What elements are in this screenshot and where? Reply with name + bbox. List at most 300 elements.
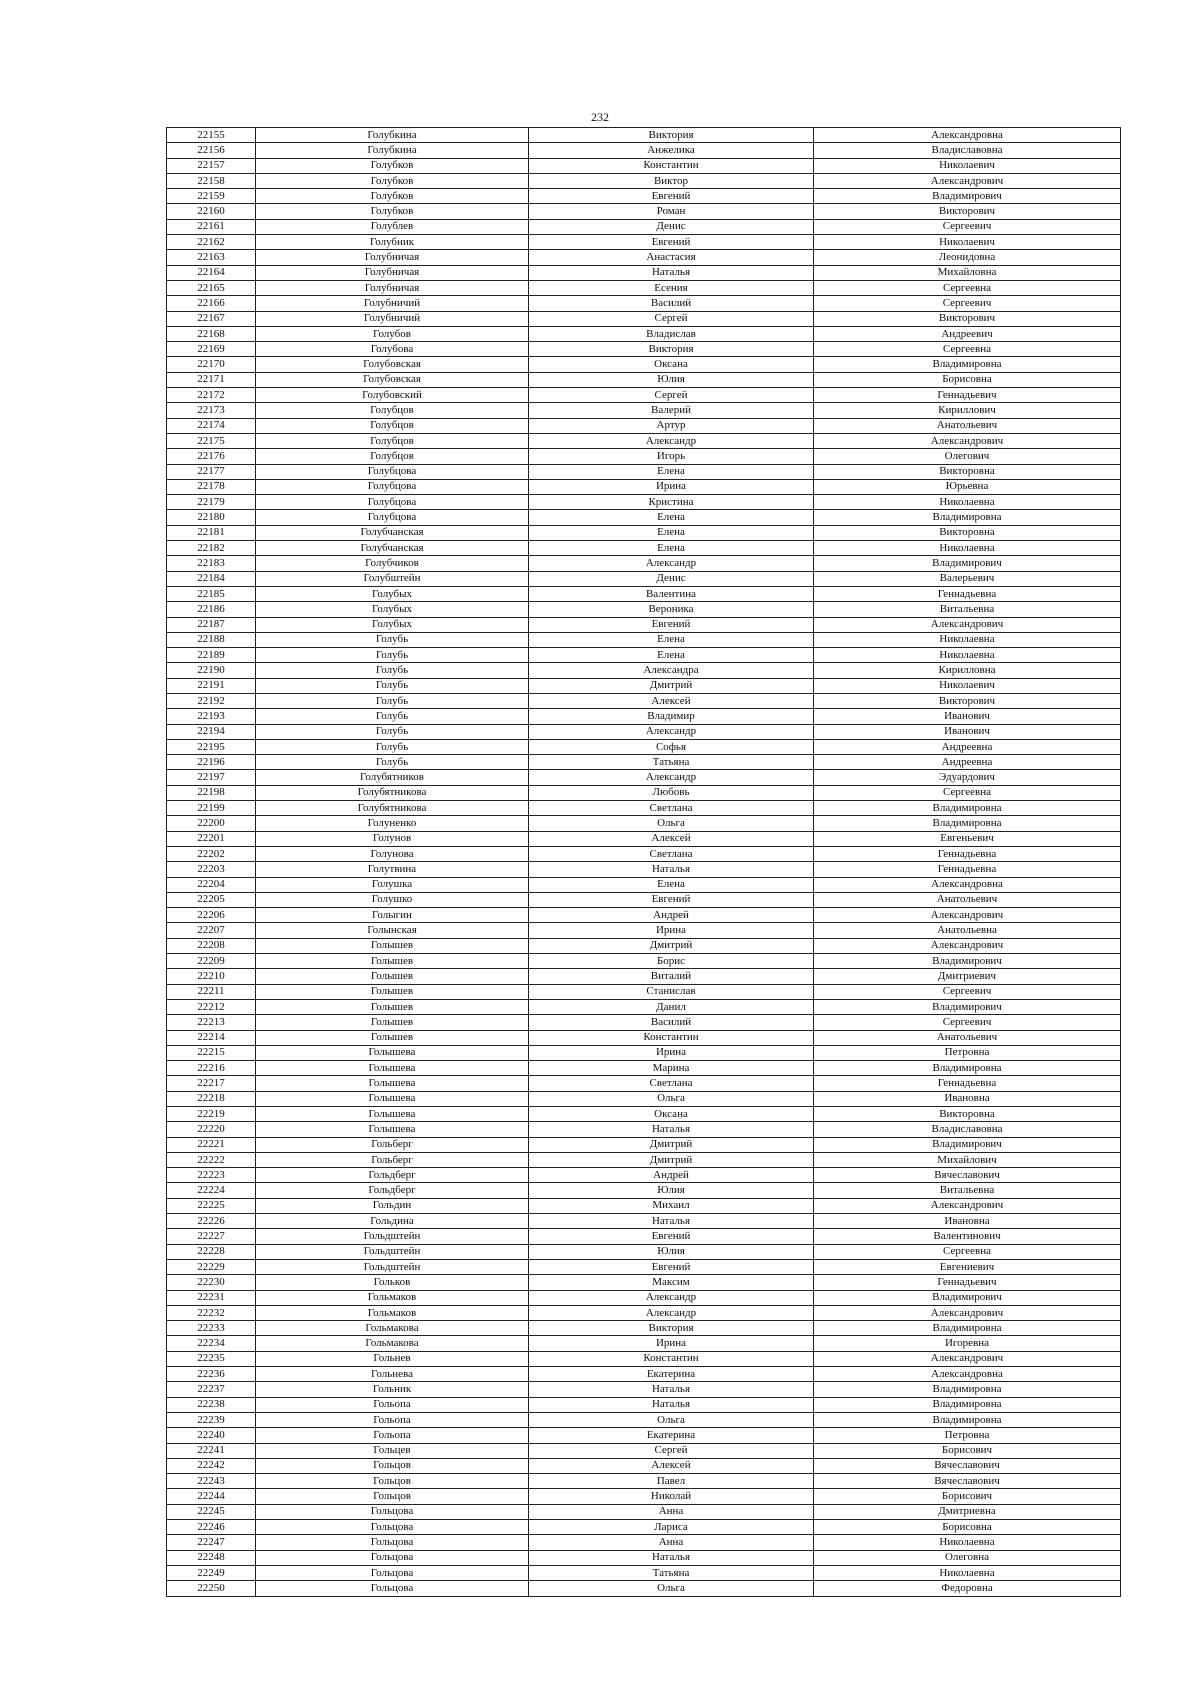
patronymic-cell: Александрович <box>814 173 1121 188</box>
first-name-cell: Наталья <box>529 1550 814 1565</box>
last-name-cell: Гольнева <box>256 1367 529 1382</box>
row-number-cell: 22199 <box>167 801 256 816</box>
patronymic-cell: Леонидовна <box>814 250 1121 265</box>
first-name-cell: Елена <box>529 632 814 647</box>
first-name-cell: Максим <box>529 1275 814 1290</box>
first-name-cell: Дмитрий <box>529 938 814 953</box>
first-name-cell: Оксана <box>529 357 814 372</box>
table-row <box>167 862 1121 877</box>
patronymic-cell: Вячеславович <box>814 1474 1121 1489</box>
patronymic-cell: Олеговна <box>814 1550 1121 1565</box>
table-row <box>167 1581 1121 1596</box>
row-number-cell: 22162 <box>167 235 256 250</box>
last-name-cell: Гольмаков <box>256 1290 529 1305</box>
last-name-cell: Гольцова <box>256 1550 529 1565</box>
last-name-cell: Голубцова <box>256 495 529 510</box>
row-number-cell: 22186 <box>167 602 256 617</box>
table-row <box>167 1122 1121 1137</box>
patronymic-cell: Петровна <box>814 1045 1121 1060</box>
table-row <box>167 204 1121 219</box>
patronymic-cell: Александрович <box>814 908 1121 923</box>
last-name-cell: Голушко <box>256 892 529 907</box>
row-number-cell: 22225 <box>167 1198 256 1213</box>
row-number-cell: 22171 <box>167 372 256 387</box>
table-row <box>167 724 1121 739</box>
last-name-cell: Голышева <box>256 1061 529 1076</box>
patronymic-cell: Николаевич <box>814 678 1121 693</box>
row-number-cell: 22185 <box>167 586 256 601</box>
patronymic-cell: Анатольевич <box>814 1030 1121 1045</box>
row-number-cell: 22165 <box>167 280 256 295</box>
first-name-cell: Анжелика <box>529 143 814 158</box>
patronymic-cell: Сергеевич <box>814 219 1121 234</box>
table-row <box>167 1520 1121 1535</box>
table-row <box>167 1030 1121 1045</box>
last-name-cell: Голубятникова <box>256 801 529 816</box>
row-number-cell: 22239 <box>167 1412 256 1427</box>
row-number-cell: 22226 <box>167 1214 256 1229</box>
row-number-cell: 22169 <box>167 342 256 357</box>
row-number-cell: 22160 <box>167 204 256 219</box>
row-number-cell: 22248 <box>167 1550 256 1565</box>
last-name-cell: Голубь <box>256 632 529 647</box>
row-number-cell: 22243 <box>167 1474 256 1489</box>
row-number-cell: 22168 <box>167 326 256 341</box>
first-name-cell: Василий <box>529 1015 814 1030</box>
table-row <box>167 1214 1121 1229</box>
first-name-cell: Наталья <box>529 265 814 280</box>
table-row <box>167 892 1121 907</box>
patronymic-cell: Евгениевич <box>814 1259 1121 1274</box>
table-row <box>167 586 1121 601</box>
row-number-cell: 22183 <box>167 556 256 571</box>
table-row <box>167 495 1121 510</box>
patronymic-cell: Анатольевич <box>814 892 1121 907</box>
row-number-cell: 22214 <box>167 1030 256 1045</box>
first-name-cell: Ирина <box>529 479 814 494</box>
first-name-cell: Любовь <box>529 785 814 800</box>
row-number-cell: 22206 <box>167 908 256 923</box>
last-name-cell: Голубов <box>256 326 529 341</box>
last-name-cell: Голубятникова <box>256 785 529 800</box>
last-name-cell: Голубцова <box>256 479 529 494</box>
patronymic-cell: Александрович <box>814 1198 1121 1213</box>
first-name-cell: Павел <box>529 1474 814 1489</box>
row-number-cell: 22175 <box>167 433 256 448</box>
table-row <box>167 250 1121 265</box>
row-number-cell: 22217 <box>167 1076 256 1091</box>
table-row <box>167 1244 1121 1259</box>
row-number-cell: 22227 <box>167 1229 256 1244</box>
last-name-cell: Голышева <box>256 1076 529 1091</box>
patronymic-cell: Сергеевна <box>814 1244 1121 1259</box>
table-row <box>167 908 1121 923</box>
table-row <box>167 1458 1121 1473</box>
patronymic-cell: Николаевна <box>814 495 1121 510</box>
patronymic-cell: Кирилловна <box>814 663 1121 678</box>
patronymic-cell: Владиславовна <box>814 1122 1121 1137</box>
last-name-cell: Голунова <box>256 846 529 861</box>
last-name-cell: Голубчанская <box>256 541 529 556</box>
table-row <box>167 1535 1121 1550</box>
row-number-cell: 22247 <box>167 1535 256 1550</box>
last-name-cell: Голышев <box>256 969 529 984</box>
last-name-cell: Гольопа <box>256 1397 529 1412</box>
patronymic-cell: Николаевич <box>814 235 1121 250</box>
patronymic-cell: Сергеевна <box>814 280 1121 295</box>
table-row <box>167 969 1121 984</box>
table-row <box>167 770 1121 785</box>
table-row <box>167 1382 1121 1397</box>
patronymic-cell: Викторович <box>814 311 1121 326</box>
row-number-cell: 22250 <box>167 1581 256 1596</box>
patronymic-cell: Михайлович <box>814 1152 1121 1167</box>
table-row <box>167 648 1121 663</box>
last-name-cell: Голубых <box>256 617 529 632</box>
first-name-cell: Александр <box>529 1305 814 1320</box>
table-row <box>167 831 1121 846</box>
row-number-cell: 22173 <box>167 403 256 418</box>
patronymic-cell: Александровна <box>814 1367 1121 1382</box>
patronymic-cell: Владимировна <box>814 1412 1121 1427</box>
patronymic-cell: Геннадьевна <box>814 1076 1121 1091</box>
row-number-cell: 22156 <box>167 143 256 158</box>
patronymic-cell: Олегович <box>814 449 1121 464</box>
patronymic-cell: Александрович <box>814 1351 1121 1366</box>
last-name-cell: Гольдберг <box>256 1183 529 1198</box>
first-name-cell: Екатерина <box>529 1367 814 1382</box>
registry-body <box>167 128 1121 1597</box>
last-name-cell: Голышев <box>256 984 529 999</box>
patronymic-cell: Борисович <box>814 1443 1121 1458</box>
row-number-cell: 22212 <box>167 999 256 1014</box>
patronymic-cell: Борисовна <box>814 372 1121 387</box>
table-row <box>167 1550 1121 1565</box>
last-name-cell: Гольдштейн <box>256 1229 529 1244</box>
last-name-cell: Голубь <box>256 755 529 770</box>
table-row <box>167 1259 1121 1274</box>
last-name-cell: Голубничая <box>256 265 529 280</box>
table-row <box>167 433 1121 448</box>
row-number-cell: 22159 <box>167 189 256 204</box>
patronymic-cell: Сергеевич <box>814 1015 1121 1030</box>
last-name-cell: Голубничая <box>256 280 529 295</box>
row-number-cell: 22229 <box>167 1259 256 1274</box>
table-row <box>167 632 1121 647</box>
patronymic-cell: Викторович <box>814 693 1121 708</box>
row-number-cell: 22184 <box>167 571 256 586</box>
last-name-cell: Голубь <box>256 724 529 739</box>
table-row <box>167 1107 1121 1122</box>
last-name-cell: Гольмакова <box>256 1321 529 1336</box>
row-number-cell: 22201 <box>167 831 256 846</box>
last-name-cell: Голубовская <box>256 357 529 372</box>
row-number-cell: 22202 <box>167 846 256 861</box>
row-number-cell: 22158 <box>167 173 256 188</box>
table-row <box>167 173 1121 188</box>
last-name-cell: Голубчанская <box>256 525 529 540</box>
row-number-cell: 22223 <box>167 1168 256 1183</box>
table-row <box>167 739 1121 754</box>
patronymic-cell: Витальевна <box>814 602 1121 617</box>
last-name-cell: Голубь <box>256 648 529 663</box>
table-row <box>167 1336 1121 1351</box>
patronymic-cell: Александрович <box>814 617 1121 632</box>
last-name-cell: Голышева <box>256 1091 529 1106</box>
row-number-cell: 22244 <box>167 1489 256 1504</box>
patronymic-cell: Александрович <box>814 1305 1121 1320</box>
table-row <box>167 265 1121 280</box>
last-name-cell: Голубков <box>256 204 529 219</box>
first-name-cell: Наталья <box>529 1214 814 1229</box>
first-name-cell: Борис <box>529 954 814 969</box>
patronymic-cell: Валентинович <box>814 1229 1121 1244</box>
first-name-cell: Владислав <box>529 326 814 341</box>
last-name-cell: Гольдина <box>256 1214 529 1229</box>
first-name-cell: Ольга <box>529 1581 814 1596</box>
first-name-cell: Александр <box>529 770 814 785</box>
first-name-cell: Елена <box>529 525 814 540</box>
patronymic-cell: Сергеевна <box>814 342 1121 357</box>
last-name-cell: Гольопа <box>256 1428 529 1443</box>
row-number-cell: 22187 <box>167 617 256 632</box>
table-row <box>167 709 1121 724</box>
patronymic-cell: Владимировна <box>814 1382 1121 1397</box>
last-name-cell: Голубкина <box>256 143 529 158</box>
last-name-cell: Голубовский <box>256 388 529 403</box>
row-number-cell: 22210 <box>167 969 256 984</box>
patronymic-cell: Анатольевна <box>814 923 1121 938</box>
patronymic-cell: Витальевна <box>814 1183 1121 1198</box>
table-row <box>167 326 1121 341</box>
last-name-cell: Гольцова <box>256 1565 529 1580</box>
first-name-cell: Виталий <box>529 969 814 984</box>
patronymic-cell: Николаевна <box>814 648 1121 663</box>
table-row <box>167 556 1121 571</box>
first-name-cell: Елена <box>529 464 814 479</box>
row-number-cell: 22211 <box>167 984 256 999</box>
row-number-cell: 22242 <box>167 1458 256 1473</box>
last-name-cell: Голубцов <box>256 403 529 418</box>
table-row <box>167 1183 1121 1198</box>
row-number-cell: 22222 <box>167 1152 256 1167</box>
row-number-cell: 22170 <box>167 357 256 372</box>
first-name-cell: Марина <box>529 1061 814 1076</box>
last-name-cell: Голунов <box>256 831 529 846</box>
last-name-cell: Голушка <box>256 877 529 892</box>
first-name-cell: Екатерина <box>529 1428 814 1443</box>
first-name-cell: Евгений <box>529 892 814 907</box>
first-name-cell: Василий <box>529 296 814 311</box>
first-name-cell: Евгений <box>529 617 814 632</box>
patronymic-cell: Андреевич <box>814 326 1121 341</box>
last-name-cell: Голубков <box>256 158 529 173</box>
last-name-cell: Голубничая <box>256 250 529 265</box>
row-number-cell: 22236 <box>167 1367 256 1382</box>
last-name-cell: Голышев <box>256 999 529 1014</box>
table-row <box>167 525 1121 540</box>
table-row <box>167 1198 1121 1213</box>
first-name-cell: Татьяна <box>529 1565 814 1580</box>
patronymic-cell: Федоровна <box>814 1581 1121 1596</box>
patronymic-cell: Владимировна <box>814 357 1121 372</box>
patronymic-cell: Сергеевич <box>814 984 1121 999</box>
last-name-cell: Голышев <box>256 1030 529 1045</box>
table-row <box>167 877 1121 892</box>
patronymic-cell: Валерьевич <box>814 571 1121 586</box>
first-name-cell: Александр <box>529 433 814 448</box>
row-number-cell: 22209 <box>167 954 256 969</box>
last-name-cell: Гольцова <box>256 1581 529 1596</box>
last-name-cell: Гольцов <box>256 1458 529 1473</box>
row-number-cell: 22232 <box>167 1305 256 1320</box>
row-number-cell: 22207 <box>167 923 256 938</box>
first-name-cell: Софья <box>529 739 814 754</box>
last-name-cell: Голышев <box>256 938 529 953</box>
last-name-cell: Голубничий <box>256 296 529 311</box>
row-number-cell: 22195 <box>167 739 256 754</box>
table-row <box>167 541 1121 556</box>
first-name-cell: Ирина <box>529 1045 814 1060</box>
table-row <box>167 1061 1121 1076</box>
first-name-cell: Дмитрий <box>529 678 814 693</box>
row-number-cell: 22178 <box>167 479 256 494</box>
last-name-cell: Гольцова <box>256 1520 529 1535</box>
patronymic-cell: Анатольевич <box>814 418 1121 433</box>
row-number-cell: 22203 <box>167 862 256 877</box>
first-name-cell: Валентина <box>529 586 814 601</box>
table-row <box>167 1137 1121 1152</box>
first-name-cell: Александр <box>529 556 814 571</box>
last-name-cell: Голышев <box>256 954 529 969</box>
row-number-cell: 22197 <box>167 770 256 785</box>
patronymic-cell: Александрович <box>814 433 1121 448</box>
patronymic-cell: Кириллович <box>814 403 1121 418</box>
first-name-cell: Константин <box>529 1030 814 1045</box>
patronymic-cell: Владимирович <box>814 954 1121 969</box>
first-name-cell: Сергей <box>529 1443 814 1458</box>
patronymic-cell: Борисовна <box>814 1520 1121 1535</box>
first-name-cell: Алексей <box>529 693 814 708</box>
patronymic-cell: Геннадьевна <box>814 862 1121 877</box>
table-row <box>167 999 1121 1014</box>
row-number-cell: 22191 <box>167 678 256 693</box>
row-number-cell: 22249 <box>167 1565 256 1580</box>
table-row <box>167 846 1121 861</box>
first-name-cell: Юлия <box>529 1183 814 1198</box>
patronymic-cell: Иванович <box>814 709 1121 724</box>
first-name-cell: Виктор <box>529 173 814 188</box>
last-name-cell: Голубь <box>256 739 529 754</box>
first-name-cell: Виктория <box>529 342 814 357</box>
last-name-cell: Голубцова <box>256 464 529 479</box>
table-row <box>167 602 1121 617</box>
table-row <box>167 143 1121 158</box>
table-row <box>167 571 1121 586</box>
first-name-cell: Сергей <box>529 388 814 403</box>
last-name-cell: Гольдштейн <box>256 1259 529 1274</box>
patronymic-cell: Иванович <box>814 724 1121 739</box>
last-name-cell: Голышева <box>256 1122 529 1137</box>
first-name-cell: Ирина <box>529 923 814 938</box>
table-row <box>167 1474 1121 1489</box>
patronymic-cell: Викторовна <box>814 525 1121 540</box>
row-number-cell: 22163 <box>167 250 256 265</box>
table-row <box>167 235 1121 250</box>
first-name-cell: Татьяна <box>529 755 814 770</box>
first-name-cell: Наталья <box>529 1382 814 1397</box>
row-number-cell: 22161 <box>167 219 256 234</box>
patronymic-cell: Викторовна <box>814 464 1121 479</box>
table-row <box>167 357 1121 372</box>
last-name-cell: Голубых <box>256 602 529 617</box>
table-row <box>167 1489 1121 1504</box>
patronymic-cell: Владимирович <box>814 999 1121 1014</box>
table-row <box>167 219 1121 234</box>
row-number-cell: 22228 <box>167 1244 256 1259</box>
first-name-cell: Лариса <box>529 1520 814 1535</box>
table-row <box>167 1397 1121 1412</box>
table-row <box>167 479 1121 494</box>
patronymic-cell: Викторович <box>814 204 1121 219</box>
row-number-cell: 22179 <box>167 495 256 510</box>
row-number-cell: 22200 <box>167 816 256 831</box>
last-name-cell: Гольмакова <box>256 1336 529 1351</box>
first-name-cell: Александр <box>529 724 814 739</box>
row-number-cell: 22208 <box>167 938 256 953</box>
last-name-cell: Гольберг <box>256 1137 529 1152</box>
page-number: 232 <box>591 110 609 124</box>
row-number-cell: 22213 <box>167 1015 256 1030</box>
first-name-cell: Константин <box>529 158 814 173</box>
patronymic-cell: Дмитриевич <box>814 969 1121 984</box>
row-number-cell: 22237 <box>167 1382 256 1397</box>
last-name-cell: Голубцов <box>256 418 529 433</box>
table-row <box>167 1229 1121 1244</box>
table-row <box>167 311 1121 326</box>
last-name-cell: Гольцев <box>256 1443 529 1458</box>
last-name-cell: Голубкина <box>256 128 529 143</box>
first-name-cell: Евгений <box>529 189 814 204</box>
first-name-cell: Андрей <box>529 1168 814 1183</box>
first-name-cell: Есения <box>529 280 814 295</box>
first-name-cell: Светлана <box>529 801 814 816</box>
first-name-cell: Светлана <box>529 1076 814 1091</box>
patronymic-cell: Евгеньевич <box>814 831 1121 846</box>
row-number-cell: 22180 <box>167 510 256 525</box>
first-name-cell: Виктория <box>529 128 814 143</box>
table-row <box>167 678 1121 693</box>
first-name-cell: Ольга <box>529 1412 814 1427</box>
patronymic-cell: Геннадьевна <box>814 846 1121 861</box>
last-name-cell: Голутвина <box>256 862 529 877</box>
row-number-cell: 22172 <box>167 388 256 403</box>
first-name-cell: Юлия <box>529 1244 814 1259</box>
table-row <box>167 1305 1121 1320</box>
first-name-cell: Евгений <box>529 1229 814 1244</box>
first-name-cell: Анна <box>529 1504 814 1519</box>
first-name-cell: Станислав <box>529 984 814 999</box>
table-row <box>167 296 1121 311</box>
patronymic-cell: Владиславовна <box>814 143 1121 158</box>
row-number-cell: 22166 <box>167 296 256 311</box>
row-number-cell: 22215 <box>167 1045 256 1060</box>
last-name-cell: Голубь <box>256 693 529 708</box>
patronymic-cell: Николаевич <box>814 158 1121 173</box>
row-number-cell: 22224 <box>167 1183 256 1198</box>
first-name-cell: Елена <box>529 510 814 525</box>
table-row <box>167 1076 1121 1091</box>
